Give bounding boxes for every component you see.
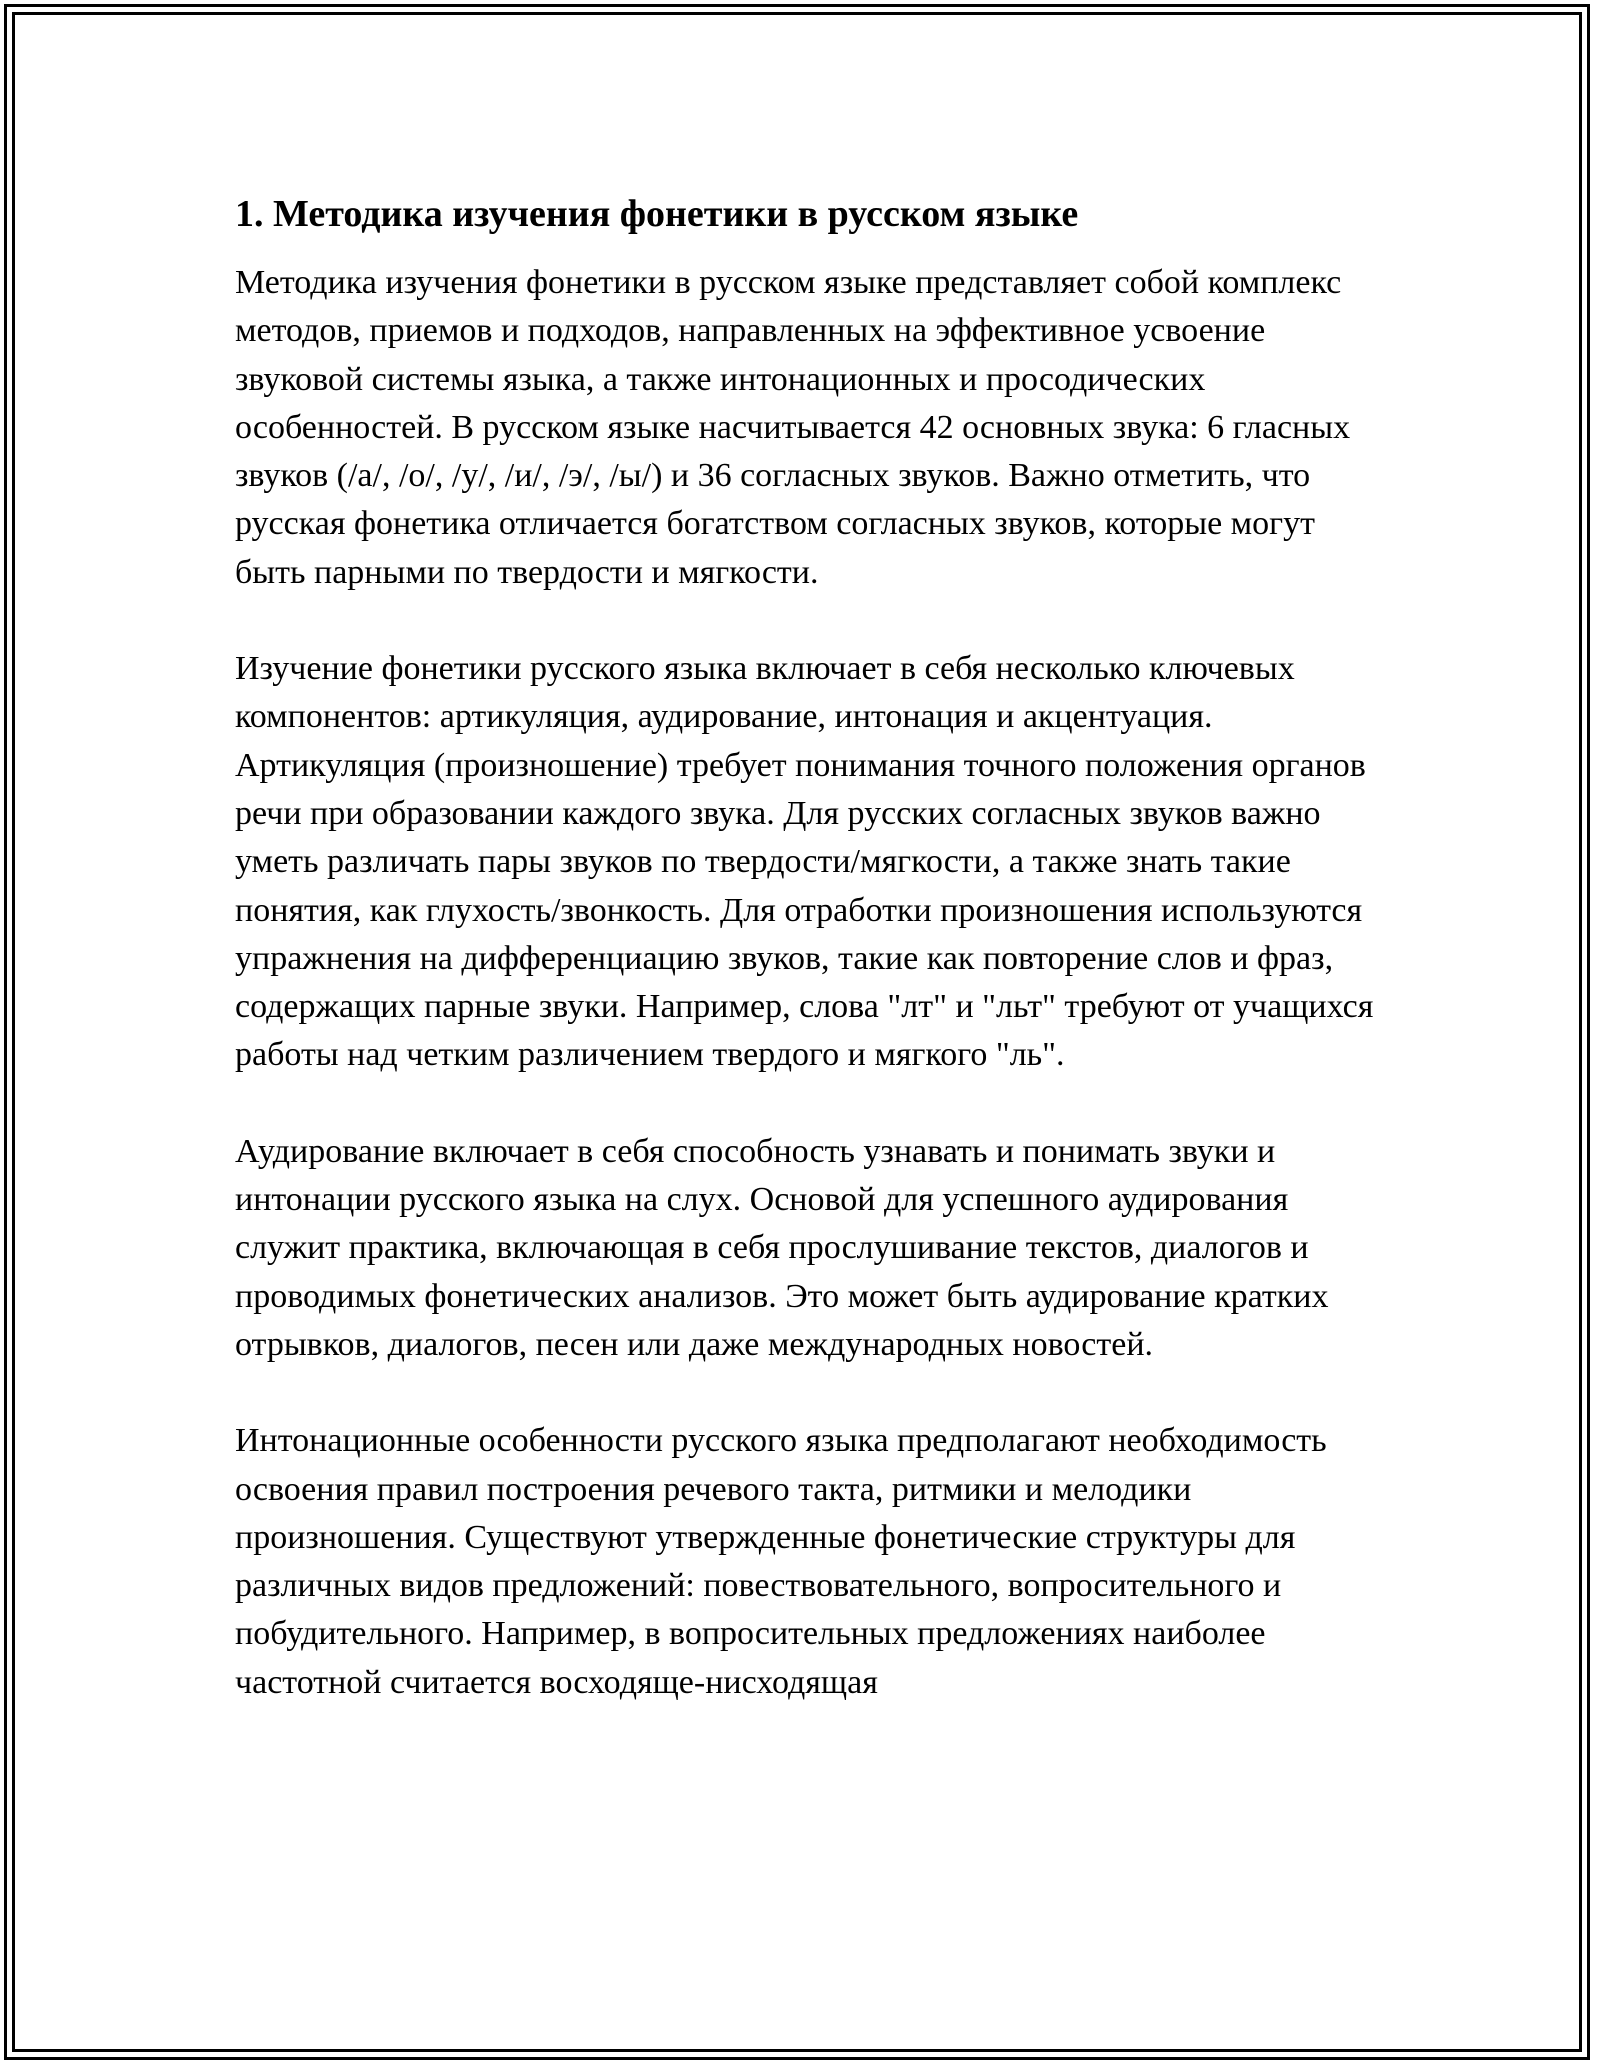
paragraph-4: Интонационные особенности русского языка предполагают необходимость освоения правил построения речевого такта, ритмики и мелодики произношения. Существуют утвержденные фонетические структуры для различных видов предложений: повествовательного, вопросительного и побудительного. Например, в вопросительных предложениях наиболее частотной считается восходяще-нисходящая (235, 1422, 1327, 1701)
paragraph-2: Изучение фонетики русского языка включает в себя несколько ключевых компонентов: артикуляция, аудирование, интонация и акцентуация. Артикуляция (произношение) требует понимания точного положения органов речи при образовании каждого звука. Для русских согласных звуков важно уметь различать пары звуков по твердости/мягкости, а также знать такие понятия, как глухость/звонкость. Для отработки произношения используются упражнения на дифференциацию звуков, такие как повторение слов и фраз, содержащих парные звуки. Например, слова "лт" и "льт" требуют от учащихся работы над четким различением твердого и мягкого "ль". (235, 650, 1374, 1074)
paragraph-3: Аудирование включает в себя способность узнавать и понимать звуки и интонации русского языка на слух. Основой для успешного аудирования служит практика, включающая в себя прослушивание текстов, диалогов и проводимых фонетических анализов. Это может быть аудирование кратких отрывков, диалогов, песен или даже международных новостей. (235, 1132, 1329, 1363)
paragraph-1: Методика изучения фонетики в русском языке представляет собой комплекс методов, приемов и подходов, направленных на эффективное усвоение звуковой системы языка, а также интонационных и просодических особенностей. В русском языке насчитывается 42 основных звука: 6 гласных звуков (/а/, /о/, /у/, /и/, /э/, /ы/) и 36 согласных звуков. Важно отметить, что русская фонетика отличается богатством согласных звуков, которые могут быть парными по твердости и мягкости. (235, 264, 1351, 591)
document-body (235, 186, 1375, 1755)
section-heading: 1. Методика изучения фонетики в русском языке (235, 193, 1079, 235)
